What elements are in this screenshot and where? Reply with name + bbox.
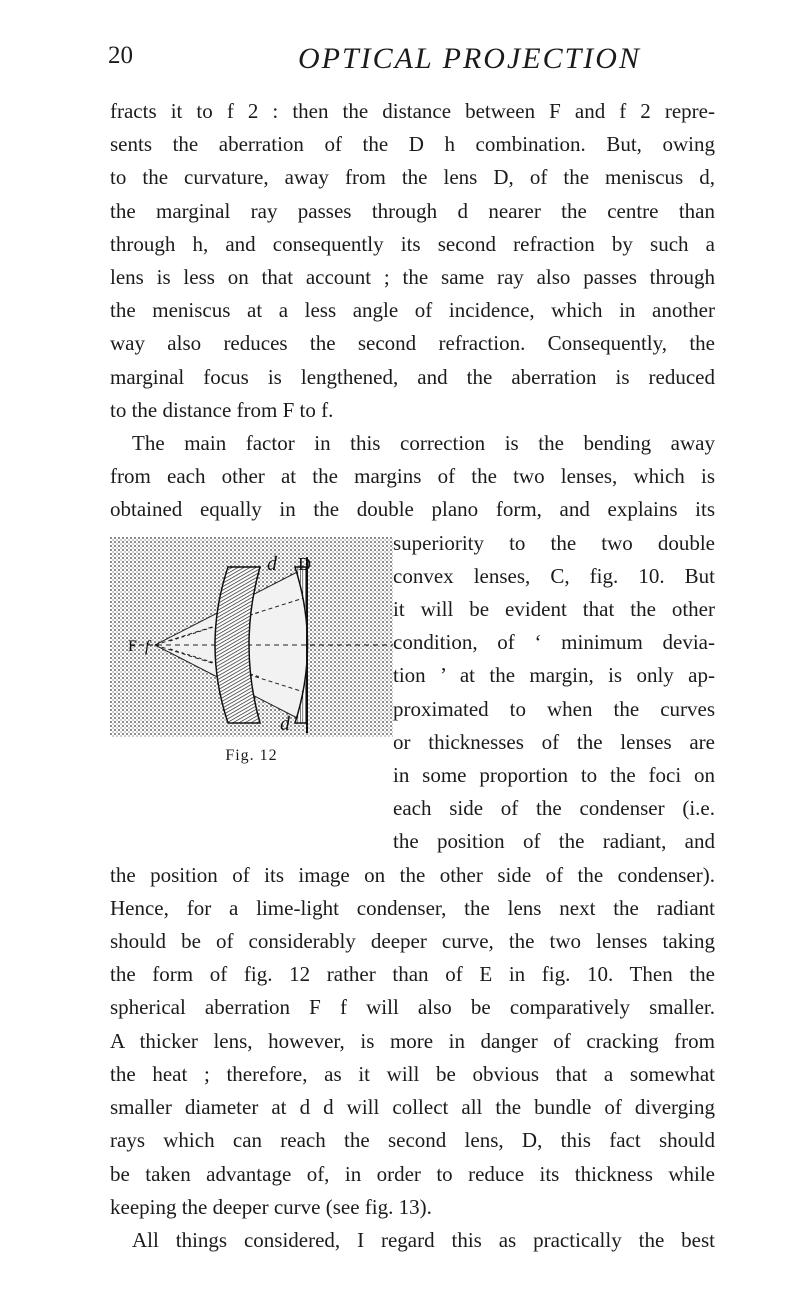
label-F: F xyxy=(128,637,137,655)
text-line: from each other at the margins of the two lenses, which is xyxy=(110,464,715,489)
text-line: proximated to when the curves xyxy=(393,696,715,721)
text-line: The main factor in this correction is the bending away xyxy=(132,431,715,456)
text-line: spherical aberration F f will also be comparatively smaller. xyxy=(110,995,715,1020)
text-line: tion ’ at the margin, is only ap- xyxy=(393,663,715,688)
text-line: in some proportion to the foci on xyxy=(393,763,715,788)
label-D: D xyxy=(298,553,311,574)
text-line: obtained equally in the double plano form, and explains its xyxy=(110,497,715,522)
lens-diagram xyxy=(110,537,393,737)
text-line: through h, and consequently its second refraction by such a xyxy=(110,231,715,256)
figure-illustration xyxy=(110,537,393,737)
text-line: the heat ; therefore, as it will be obvious that a somewhat xyxy=(110,1061,715,1086)
figure-caption: Fig. 12 xyxy=(225,746,278,764)
text-line: fracts it to f 2 : then the distance between F and f 2 repre- xyxy=(110,99,715,123)
label-d-top: d xyxy=(267,552,277,575)
text-line: the meniscus at a less angle of incidence, which in another xyxy=(110,298,715,323)
running-head: OPTICAL PROJECTION xyxy=(298,42,641,75)
page-number: 20 xyxy=(108,42,133,69)
body-text xyxy=(110,95,715,1257)
figure-12 xyxy=(110,527,393,772)
text-line: Hence, for a lime-light condenser, the lens next the radiant xyxy=(110,895,715,920)
text-line: the marginal ray passes through d nearer the centre than xyxy=(110,198,715,223)
text-line: smaller diameter at d d will collect all the bundle of diverging xyxy=(110,1095,715,1120)
text-line: marginal focus is lengthened, and the aberration is reduced xyxy=(110,364,715,389)
text-line: rays which can reach the second lens, D, this fact should xyxy=(110,1128,715,1153)
text-line: keeping the deeper curve (see fig. 13). xyxy=(110,1194,432,1219)
text-line: All things considered, I regard this as practically the best xyxy=(132,1227,715,1252)
text-line: the position of the radiant, and xyxy=(393,829,715,854)
text-line: A thicker lens, however, is more in danger of cracking from xyxy=(110,1028,715,1053)
text-line: the position of its image on the other side of the condenser). xyxy=(110,862,715,887)
paragraph-bottom xyxy=(110,859,715,1257)
figure-row xyxy=(110,527,715,859)
text-line: condition, of ‘ minimum devia- xyxy=(393,630,715,655)
text-line: to the distance from F to f. xyxy=(110,397,334,422)
text-line: each side of the condenser (i.e. xyxy=(393,796,715,821)
text-line: to the curvature, away from the lens D, of the meniscus d, xyxy=(110,165,715,190)
text-line: it will be evident that the other xyxy=(393,597,715,622)
text-line: way also reduces the second refraction. Consequently, the xyxy=(110,331,715,356)
text-line: superiority to the two double xyxy=(393,530,715,555)
text-line: be taken advantage of, in order to reduce its thickness while xyxy=(110,1161,715,1186)
text-line: convex lenses, C, fig. 10. But xyxy=(393,563,715,588)
paragraph-top xyxy=(110,95,715,527)
text-line: should be of considerably deeper curve, the two lenses taking xyxy=(110,929,715,954)
text-line: or thicknesses of the lenses are xyxy=(393,729,715,754)
label-f: f xyxy=(145,637,150,655)
paragraph-beside-figure xyxy=(393,527,715,859)
label-d-bottom: d xyxy=(280,712,290,735)
text-line: lens is less on that account ; the same ray also passes through xyxy=(110,265,715,290)
text-line: sents the aberration of the D h combination. But, owing xyxy=(110,132,715,157)
text-line: the form of fig. 12 rather than of E in fig. 10. Then the xyxy=(110,962,715,987)
page-header xyxy=(108,42,720,82)
